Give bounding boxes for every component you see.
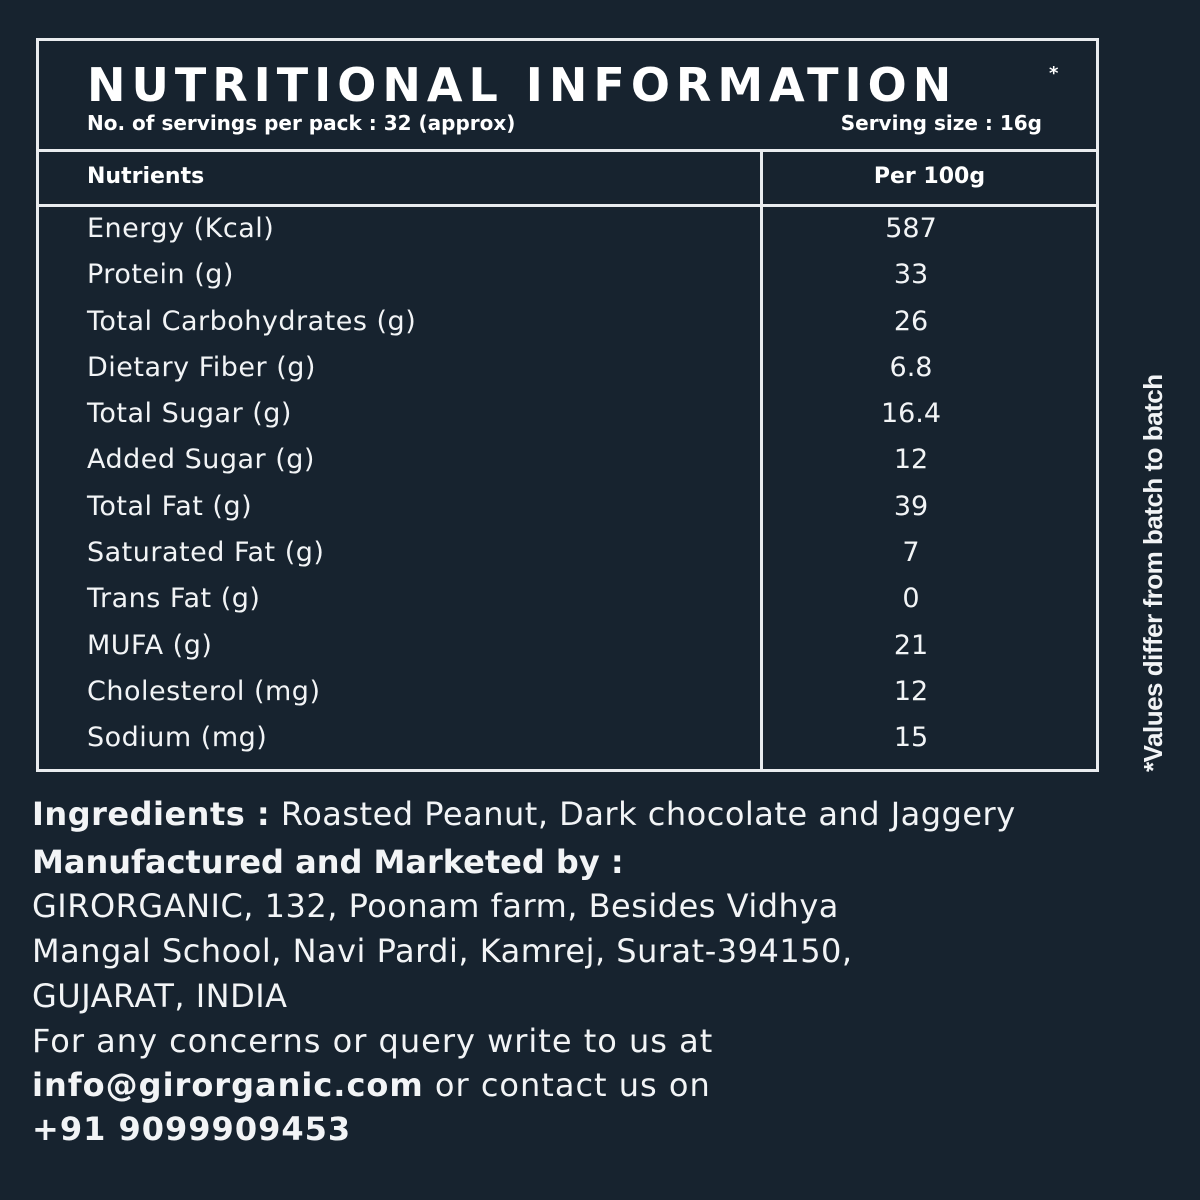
nutrient-value: 0 (902, 583, 920, 615)
table-row (39, 440, 1096, 486)
manufacturer-label: Manufactured and Marketed by : (32, 843, 624, 881)
nutrient-name: Dietary Fiber (g) (87, 351, 316, 383)
nutrient-name: Trans Fat (g) (87, 583, 261, 615)
ingredients-paragraph (32, 795, 1172, 833)
nutrient-value: 12 (893, 444, 929, 476)
nutrient-name: Protein (g) (87, 259, 234, 291)
nutrient-name: Total Sugar (g) (87, 398, 292, 430)
table-row (39, 672, 1096, 718)
nutrient-name: Sodium (mg) (87, 722, 268, 754)
nutrient-value: 15 (893, 722, 929, 754)
table-row (39, 394, 1096, 440)
contact-line-2-text: or contact us on (434, 1066, 711, 1104)
nutrient-name: Cholesterol (mg) (87, 675, 321, 707)
nutrient-rows (39, 209, 1096, 765)
column-header-nutrients: Nutrients (87, 164, 205, 189)
title-row (39, 41, 1096, 152)
column-header-per-100g: Per 100g (873, 164, 986, 189)
address-line-1: GIRORGANIC, 132, Poonam farm, Besides Vidhya (32, 887, 839, 925)
nutrient-value: 12 (893, 675, 929, 707)
nutrient-value: 39 (893, 490, 929, 522)
table-row (39, 533, 1096, 579)
table-row (39, 255, 1096, 301)
product-info (32, 795, 1172, 1151)
nutrient-value: 587 (885, 213, 937, 244)
contact-email: info@girorganic.com (32, 1066, 424, 1104)
table-row (39, 718, 1096, 764)
nutrient-value: 16.4 (880, 398, 942, 430)
table-row (39, 348, 1096, 394)
nutrient-value: 33 (893, 259, 929, 291)
ingredients-label: Ingredients : (32, 795, 271, 833)
contact-line-1: For any concerns or query write to us at (32, 1022, 714, 1060)
nutrient-name: Total Carbohydrates (g) (87, 305, 417, 337)
nutrient-name: Total Fat (g) (87, 490, 253, 522)
nutrient-value: 6.8 (889, 351, 933, 383)
batch-variation-note: *Values differ from batch to batch (1138, 374, 1168, 772)
servings-per-pack: No. of servings per pack : 32 (approx) (87, 111, 516, 135)
contact-phone: +91 9099909453 (32, 1110, 352, 1148)
serving-size: Serving size : 16g (840, 111, 1042, 135)
table-header-row (39, 152, 1096, 207)
nutrient-name: MUFA (g) (87, 629, 213, 661)
contact-line-2 (32, 1063, 1172, 1107)
nutrient-value: 7 (902, 537, 920, 569)
nutrient-value: 26 (893, 305, 929, 337)
nutrient-name: Added Sugar (g) (87, 444, 315, 476)
table-row (39, 302, 1096, 348)
nutrient-name: Energy (Kcal) (87, 213, 275, 244)
address-line-2: Mangal School, Navi Pardi, Kamrej, Surat-394150, (32, 932, 853, 970)
table-row (39, 209, 1096, 255)
table-row (39, 626, 1096, 672)
address-line-3: GUJARAT, INDIA (32, 977, 288, 1015)
title-asterisk: * (1049, 63, 1059, 84)
nutrition-title: NUTRITIONAL INFORMATION (87, 58, 958, 112)
table-row (39, 487, 1096, 533)
ingredients-text: Roasted Peanut, Dark chocolate and Jaggery (280, 795, 1016, 833)
nutrient-value: 21 (893, 629, 929, 661)
nutrition-panel (36, 38, 1099, 772)
nutrient-name: Saturated Fat (g) (87, 537, 325, 569)
table-row (39, 579, 1096, 625)
